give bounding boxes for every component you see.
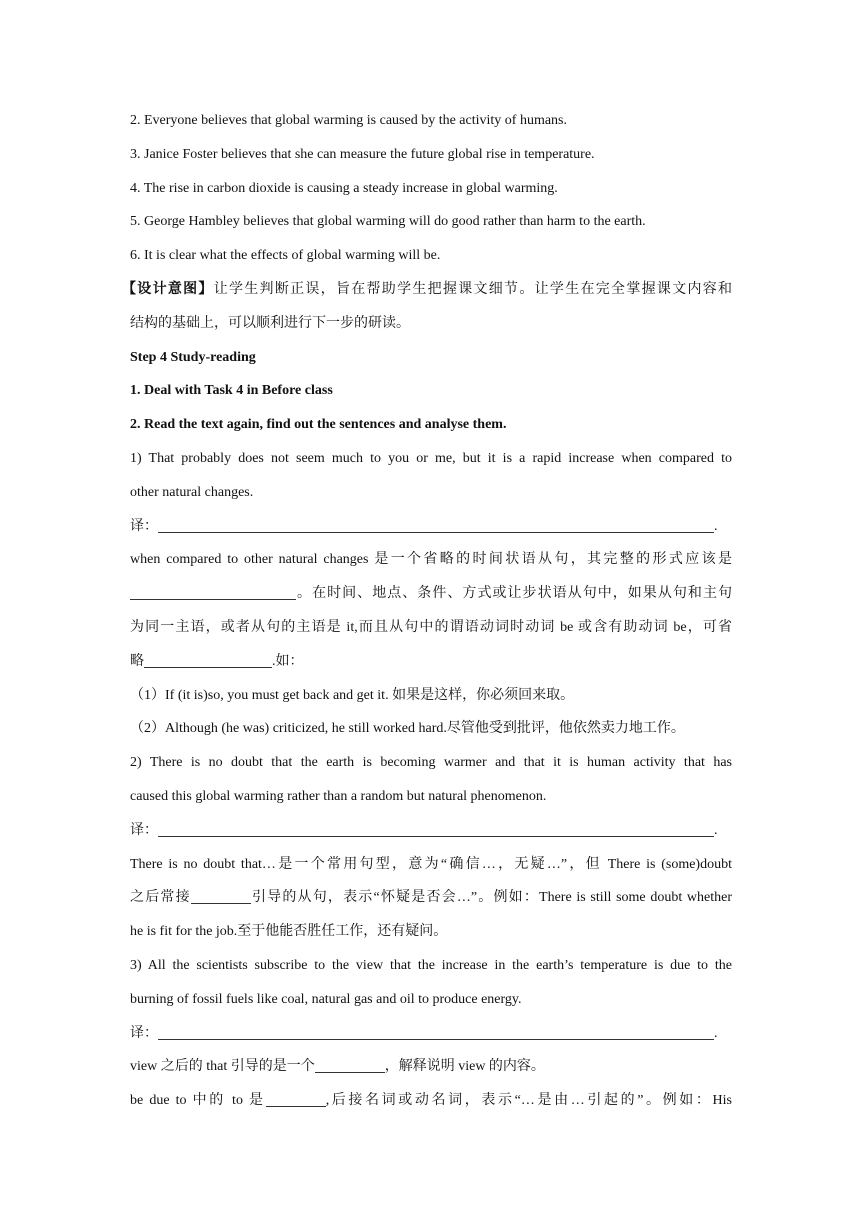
sentence-1-line-2: other natural changes. bbox=[130, 484, 254, 500]
sentence-1-example-1: （1）If (it is)so, you must get back and get it. 如果是这样，你必须回来取。 bbox=[130, 687, 575, 703]
translation-period: . bbox=[714, 822, 718, 838]
sentence-2-line-2: caused this global warming rather than a random but natural phenomenon. bbox=[130, 788, 547, 804]
item-6: 6. It is clear what the effects of global warming will be. bbox=[130, 248, 441, 264]
note-2-head: be due to 中的 to 是 bbox=[130, 1093, 266, 1109]
step4-sub-2: 2. Read the text again, find out the sentences and analyse them. bbox=[130, 417, 507, 433]
translation-label: 译： bbox=[130, 822, 158, 838]
translation-blank[interactable] bbox=[158, 516, 714, 533]
translation-label: 译： bbox=[130, 518, 158, 534]
sentence-3-line-1: 3) All the scientists subscribe to the view that the increase in the earth’s temperature is due to the bbox=[130, 957, 732, 973]
note-4-tail: .如： bbox=[272, 653, 304, 669]
item-3: 3. Janice Foster believes that she can measure the future global rise in temperature. bbox=[130, 146, 595, 162]
translation-period: . bbox=[714, 1025, 718, 1041]
sentence-1-translation bbox=[130, 510, 732, 544]
note-4-head: 略 bbox=[130, 653, 144, 669]
translation-blank[interactable] bbox=[158, 1023, 714, 1040]
translation-label: 译： bbox=[130, 1025, 158, 1041]
design-intent-line-2: 结构的基础上，可以顺利进行下一步的研读。 bbox=[130, 315, 410, 331]
design-intent-text-1: 让学生判断正误，旨在帮助学生把握课文细节。让学生在完全掌握课文内容和 bbox=[213, 281, 732, 297]
sentence-1-example-2: （2）Although (he was) criticized, he still worked hard.尽管他受到批评，他依然卖力地工作。 bbox=[130, 721, 685, 737]
sentence-3-translation bbox=[130, 1017, 732, 1051]
sentence-2-translation bbox=[130, 814, 732, 848]
note-2-tail: 引导的从句，表示“怀疑是否会…”。例如：There is still some doubt whether bbox=[250, 890, 732, 906]
part-of-speech-blank[interactable] bbox=[266, 1090, 326, 1107]
sentence-1-line-1: 1) That probably does not seem much to you or me, but it is a rapid increase when compared to bbox=[130, 450, 732, 466]
sentence-2-note-1: There is no doubt that…是一个常用句型，意为“确信…，无疑…”，但 There is (some)doubt bbox=[130, 856, 732, 872]
clause-type-blank[interactable] bbox=[315, 1056, 385, 1073]
item-5: 5. George Hambley believes that global warming will do good rather than harm to the earth. bbox=[130, 214, 646, 230]
sentence-2-note-2 bbox=[130, 881, 732, 915]
sentence-1-note-3: 为同一主语，或者从句的主语是 it,而且从句中的谓语动词时动词 be 或含有助动词 be，可省 bbox=[130, 619, 732, 635]
omission-blank[interactable] bbox=[144, 651, 272, 668]
sentence-1-note-4 bbox=[130, 645, 732, 679]
sentence-3-note-1 bbox=[130, 1050, 732, 1084]
item-4: 4. The rise in carbon dioxide is causing a steady increase in global warming. bbox=[130, 180, 558, 196]
item-2: 2. Everyone believes that global warming is caused by the activity of humans. bbox=[130, 113, 567, 128]
translation-period: . bbox=[714, 518, 718, 534]
step4-sub-1: 1. Deal with Task 4 in Before class bbox=[130, 383, 333, 399]
document-page bbox=[122, 104, 732, 1118]
design-intent-label: 【设计意图】 bbox=[122, 281, 214, 297]
translation-blank[interactable] bbox=[158, 820, 714, 837]
note-2-tail: ,后接名词或动名词，表示“…是由…引起的”。例如：His bbox=[325, 1093, 732, 1109]
note-1-tail: ，解释说明 view 的内容。 bbox=[384, 1059, 545, 1075]
full-form-blank[interactable] bbox=[130, 583, 296, 600]
design-intent-line-1 bbox=[122, 273, 732, 307]
clause-word-blank[interactable] bbox=[191, 887, 251, 904]
step4-heading: Step 4 Study-reading bbox=[130, 349, 256, 365]
sentence-2-line-1: 2) There is no doubt that the earth is becoming warmer and that it is human activity that has bbox=[130, 755, 732, 771]
sentence-2-note-3: he is fit for the job.至于他能否胜任工作，还有疑问。 bbox=[130, 924, 448, 940]
sentence-1-note-1: when compared to other natural changes 是一个省略的时间状语从句，其完整的形式应该是 bbox=[130, 552, 732, 568]
note-1-head: view 之后的 that 引导的是一个 bbox=[130, 1059, 315, 1075]
sentence-3-note-2 bbox=[130, 1084, 732, 1118]
sentence-1-note-2 bbox=[130, 577, 732, 611]
sentence-3-line-2: burning of fossil fuels like coal, natural gas and oil to produce energy. bbox=[130, 991, 522, 1007]
note-2-head: 之后常接 bbox=[130, 890, 191, 906]
note-2-tail: 。在时间、地点、条件、方式或让步状语从句中，如果从句和主句 bbox=[296, 586, 732, 602]
